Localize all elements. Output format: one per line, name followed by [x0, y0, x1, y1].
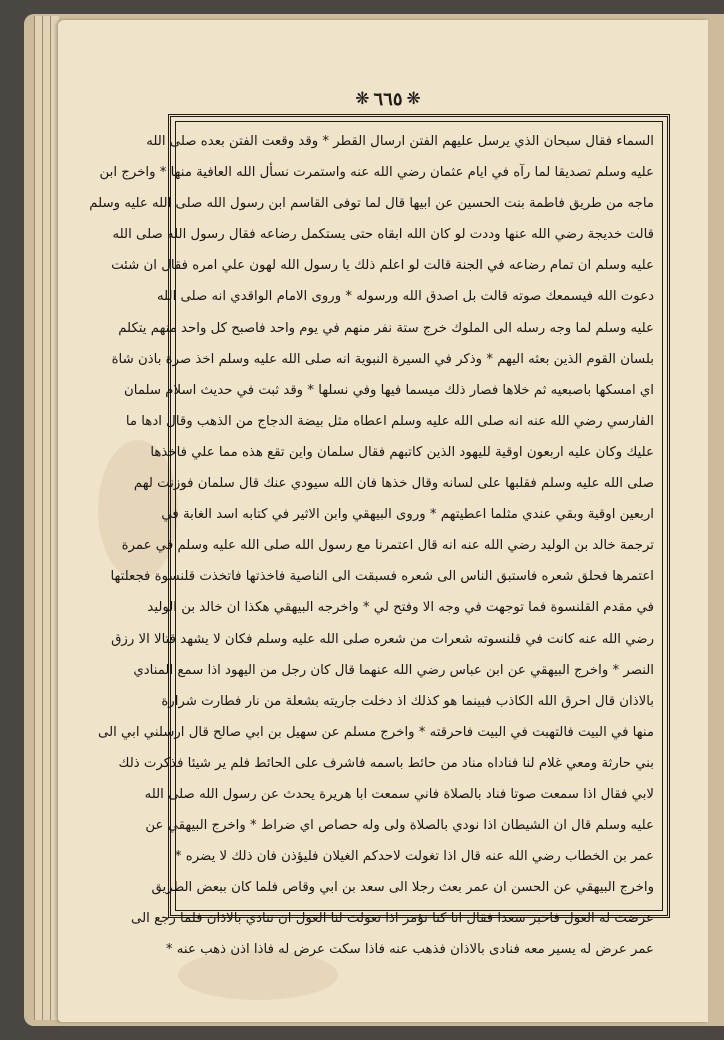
text-line: لابي فقال اذا سمعت صوتا فناد بالصلاة فاني سمعت ابا هريرة يحدث عن رسول الله صلى الله: [144, 786, 654, 802]
text-line: ترجمة خالد بن الوليد رضي الله عنه انه قال اعتمرنا مع رسول الله صلى الله عليه وسلم في عمرة: [121, 538, 654, 554]
text-line: صلى الله عليه وسلم فقلبها على لسانه وقال خذها فان الله سيودي عنك قال سلمان فوزنت لهم: [133, 476, 654, 492]
text-line: بني حارثة ومعي غلام لنا فناداه مناد من حائط باسمه فاشرف على الحائط فلم ير شيئا فذكرت ذلك: [118, 755, 654, 771]
text-line: بلسان القوم الذين بعثه اليهم * وذكر في السيرة النبوية انه صلى الله عليه وسلم اخذ صرة باذن شاة: [111, 351, 654, 367]
text-line: عرضت له الغول فاخبر سعدا فقال انا كنا نؤمر اذا تغولت لنا الغول ان ننادي بالاذان فلما رجع الى: [131, 911, 654, 927]
text-line: عليك وكان عليه اربعون اوقية لليهود الذين كاتبهم فقال سلمان واين تقع هذه مما علي فاخذها: [150, 444, 654, 460]
text-line: عمر بن الخطاب رضي الله عنه قال اذا تغولت لاحدكم الغيلان فليؤذن فان ذلك لا يضره *: [174, 849, 654, 865]
text-line: واخرج البيهقي عن الحسن ان عمر بعث رجلا الى سعد بن ابي وقاص فلما كان ببعض الطريق: [151, 880, 654, 896]
text-line: بالاذان قال احرق الله الكاذب فبينما هو كذلك اذ دخلت جاريته بشعلة من نار فطارت شرارة: [161, 693, 654, 709]
text-line: دعوت الله فيسمعك صوته قالت بل اصدق الله ورسوله * وروى الامام الواقدي انه صلى الله: [157, 289, 654, 305]
floral-ornament-icon: ❋: [355, 89, 370, 109]
text-line: النصر * واخرج البيهقي عن ابن عباس رضي الله عنهما قال كان رجل من اليهود اذا سمع المنادي: [133, 662, 654, 678]
text-line: رضي الله عنه كانت في قلنسوته شعرات من شعره صلى الله عليه وسلم فكان لا يشهد قتالا الا رزق: [111, 631, 654, 647]
text-frame-inner: [89, 121, 663, 958]
page-number: ٦٦٥: [373, 88, 403, 110]
text-line: منها في البيت فالتهبت في البيت فاحرقته * واخرج مسلم عن سهيل بن ابي صالح قال ارسلني ابي الى: [97, 724, 654, 740]
text-line: في مقدم القلنسوة فما توجهت في وجه الا وفتح لي * واخرجه البيهقي هكذا ان خالد بن الوليد: [147, 600, 654, 616]
text-line: عمر عرض له يسير معه فنادى بالاذان فذهب عنه فاذا سكت عرض له فاذا اذن ذهب عنه *: [165, 942, 654, 958]
text-line: الفارسي رضي الله عنه انه صلى الله عليه وسلم اعطاه مثل بيضة الدجاج من الذهب وقال ادها ما: [125, 413, 654, 429]
text-line: عليه وسلم ان تمام رضاعه في الجنة قالت لو اعلم ذلك يا رسول الله لهون علي امره فقال ان شئت: [111, 258, 654, 274]
text-line: ماجه من طريق فاطمة بنت الحسين عن ابيها قال لما توفى القاسم ابن رسول الله صلى الله عليه وسلم: [89, 196, 654, 212]
text-line: قالت خديجة رضي الله عنها وددت لو كان الله ابقاه حتى يستكمل رضاعه فقال رسول الله صلى الله: [112, 227, 654, 243]
text-line: اعتمرها فحلق شعره فاستبق الناس الى شعره فسبقت الى الناصية فاخذتها فاتخذت قلنسوة فجعلتها: [110, 569, 654, 585]
text-line: اي امسكها باصبعيه ثم خلاها فصار ذلك ميسما فيها وفي نسلها * وقد ثبت في حديث اسلام سلمان: [124, 382, 654, 398]
text-line: السماء فقال سبحان الذي يرسل عليهم الفتن ارسال القطر * وقد وقعت الفتن بعده صلى الله: [146, 134, 654, 149]
text-block: [89, 126, 654, 958]
text-line: اربعين اوقية وبقي عندي مثلما اعطيتهم * وروى البيهقي وابن الاثير في كتابه اسد الغابة في: [161, 507, 654, 523]
floral-ornament-icon: ❋: [406, 89, 421, 109]
text-line: عليه وسلم تصديقا لما رآه في ايام عثمان رضي الله عنه واستمرت نسأل الله العافية منها * واخرج ابن: [99, 165, 654, 181]
text-line: عليه وسلم لما وجه رسله الى الملوك خرج ستة نفر منهم في يوم واحد فاصبح كل واحد منهم يتكلم: [118, 320, 654, 336]
page-header: [318, 84, 458, 114]
text-line: عليه وسلم قال ان الشيطان اذا نودي بالصلاة ولى وله حصاص اي ضراط * واخرج البيهقي عن: [145, 818, 654, 834]
text-frame: [89, 114, 670, 958]
